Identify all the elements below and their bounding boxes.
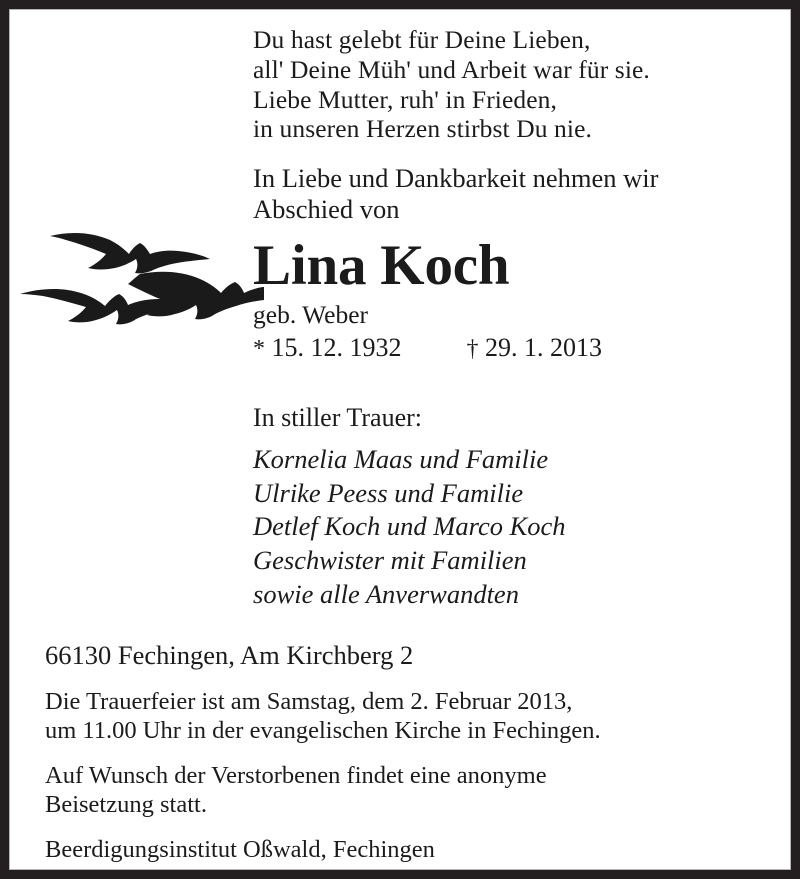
intro-line: Abschied von [253, 194, 400, 225]
mourner-line: Kornelia Maas und Familie [253, 444, 549, 475]
death-date-group [467, 333, 603, 364]
service-line: Die Trauerfeier ist am Samstag, dem 2. Februar 2013, [45, 688, 573, 715]
service-line: um 11.00 Uhr in der evangelischen Kirche in Fechingen. [45, 716, 601, 744]
burial-note [45, 762, 765, 819]
intro-line: In Liebe und Dankbarkeit nehmen wir [253, 163, 659, 194]
flying-birds-illustration [14, 222, 264, 332]
birth-date-group [253, 333, 402, 364]
bird-silhouette-icon [50, 233, 210, 273]
mourner-line: sowie alle Anverwandten [253, 578, 519, 609]
address-line: 66130 Fechingen, Am Kirchberg 2 [45, 640, 414, 670]
lower-text-column [45, 640, 765, 865]
birth-star-icon: * [253, 336, 265, 363]
mourning-label: In stiller Trauer: [253, 403, 422, 433]
mourner-line: Ulrike Peess und Familie [253, 477, 524, 508]
burial-line: Auf Wunsch der Verstorbenen findet eine anonyme [45, 762, 547, 789]
poem-line: all' Deine Müh' und Arbeit war für sie. [253, 54, 650, 84]
undertaker-line: Beerdigungsinstitut Oßwald, Fechingen [45, 836, 435, 863]
memorial-poem [253, 25, 773, 144]
funeral-service-details [45, 688, 765, 745]
birth-date: 15. 12. 1932 [271, 333, 402, 363]
poem-line: Du hast gelebt für Deine Lieben, [253, 25, 591, 54]
poem-line: Liebe Mutter, ruh' in Frieden, [253, 84, 557, 114]
farewell-intro [253, 163, 773, 225]
mourner-line: Geschwister mit Familien [253, 544, 527, 575]
deceased-name: Lina Koch [253, 234, 510, 298]
poem-line: in unseren Herzen stirbst Du nie. [253, 114, 592, 144]
burial-line: Beisetzung statt. [45, 790, 207, 818]
mourners-list [253, 443, 773, 611]
maiden-name: geb. Weber [253, 300, 369, 330]
mourner-line: Detlef Koch und Marco Koch [253, 511, 566, 542]
upper-text-column [253, 25, 773, 611]
life-dates [253, 333, 773, 364]
death-cross-icon: † [466, 336, 479, 363]
death-date: 29. 1. 2013 [485, 333, 602, 363]
